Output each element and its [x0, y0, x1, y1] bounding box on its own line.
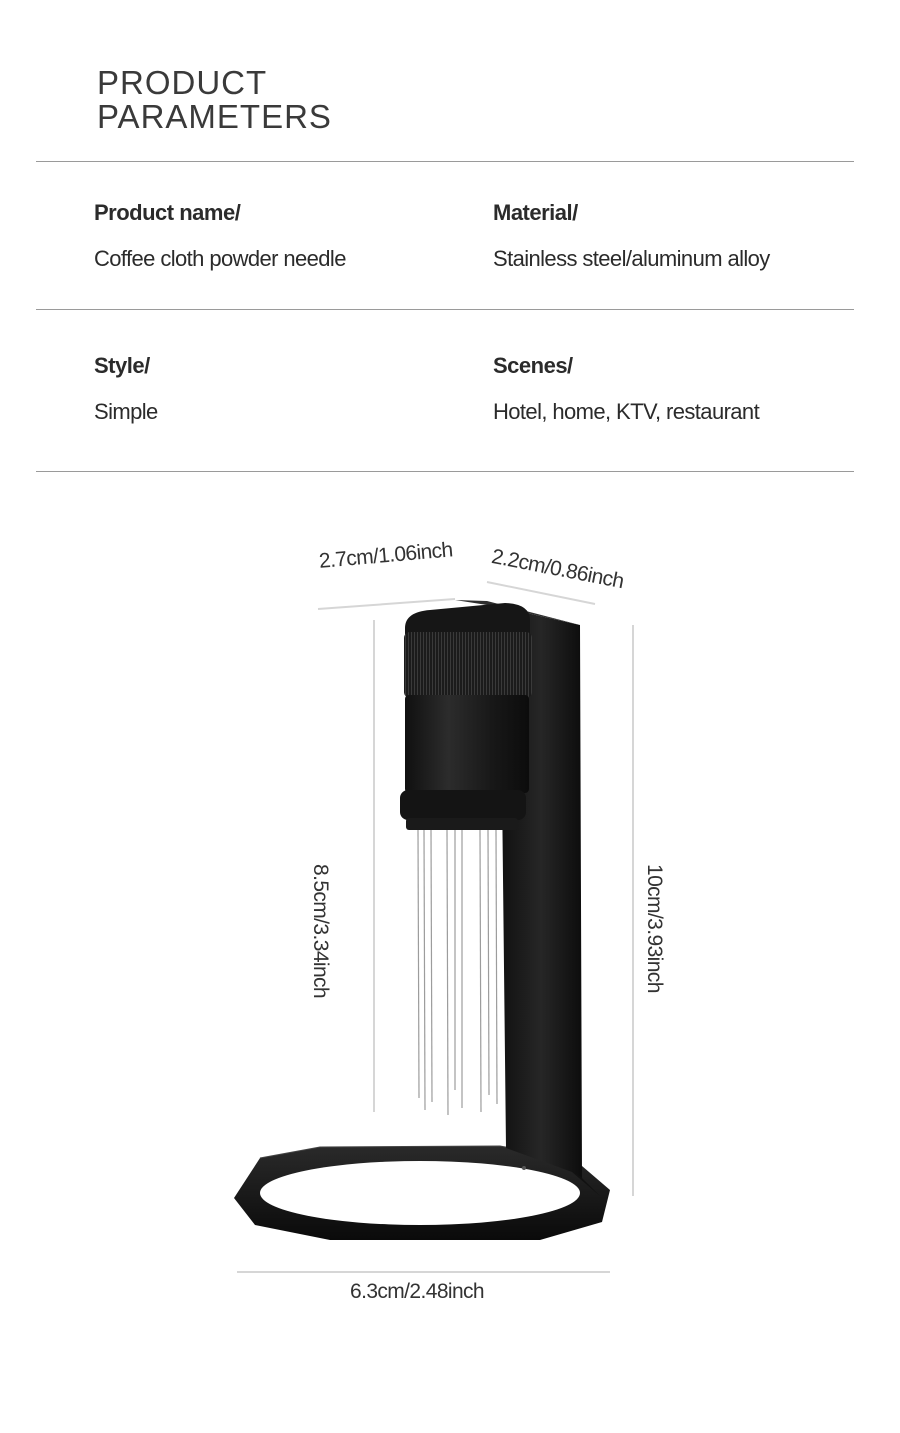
param-product-name: [94, 200, 346, 272]
collar: [400, 790, 526, 820]
dimension-line-head: [318, 599, 455, 609]
param-material: [493, 200, 770, 272]
grip-body: [405, 695, 529, 793]
param-label: Product name/: [94, 200, 241, 225]
param-label: Scenes/: [493, 353, 573, 378]
param-label: Style/: [94, 353, 150, 378]
needle-head: [400, 603, 532, 830]
param-value: Stainless steel/aluminum alloy: [493, 246, 770, 271]
product-diagram: [0, 480, 900, 1340]
divider-top: [36, 161, 854, 162]
param-value: Hotel, home, KTV, restaurant: [493, 399, 760, 424]
divider-middle: [36, 309, 854, 310]
knurled-ring: [404, 632, 532, 698]
param-style: [94, 353, 158, 425]
title-line-1: PRODUCT: [97, 64, 268, 101]
wdt-tool-illustration: [0, 480, 900, 1340]
dimension-stand-height: 10cm/3.93inch: [643, 864, 666, 993]
param-value: Coffee cloth powder needle: [94, 246, 346, 271]
dimension-needle-length: 8.5cm/3.34inch: [309, 864, 332, 999]
title-line-2: PARAMETERS: [97, 98, 332, 135]
dimension-head-diameter: 2.7cm/1.06inch: [318, 538, 454, 573]
page-title: [97, 66, 332, 134]
dimension-stand-depth: 2.2cm/0.86inch: [489, 545, 626, 594]
divider-bottom: [36, 471, 854, 472]
param-value: Simple: [94, 399, 158, 424]
param-label: Material/: [493, 200, 578, 225]
needles: [418, 830, 497, 1115]
param-scenes: [493, 353, 759, 425]
dimension-base-width: 6.3cm/2.48inch: [350, 1280, 485, 1303]
